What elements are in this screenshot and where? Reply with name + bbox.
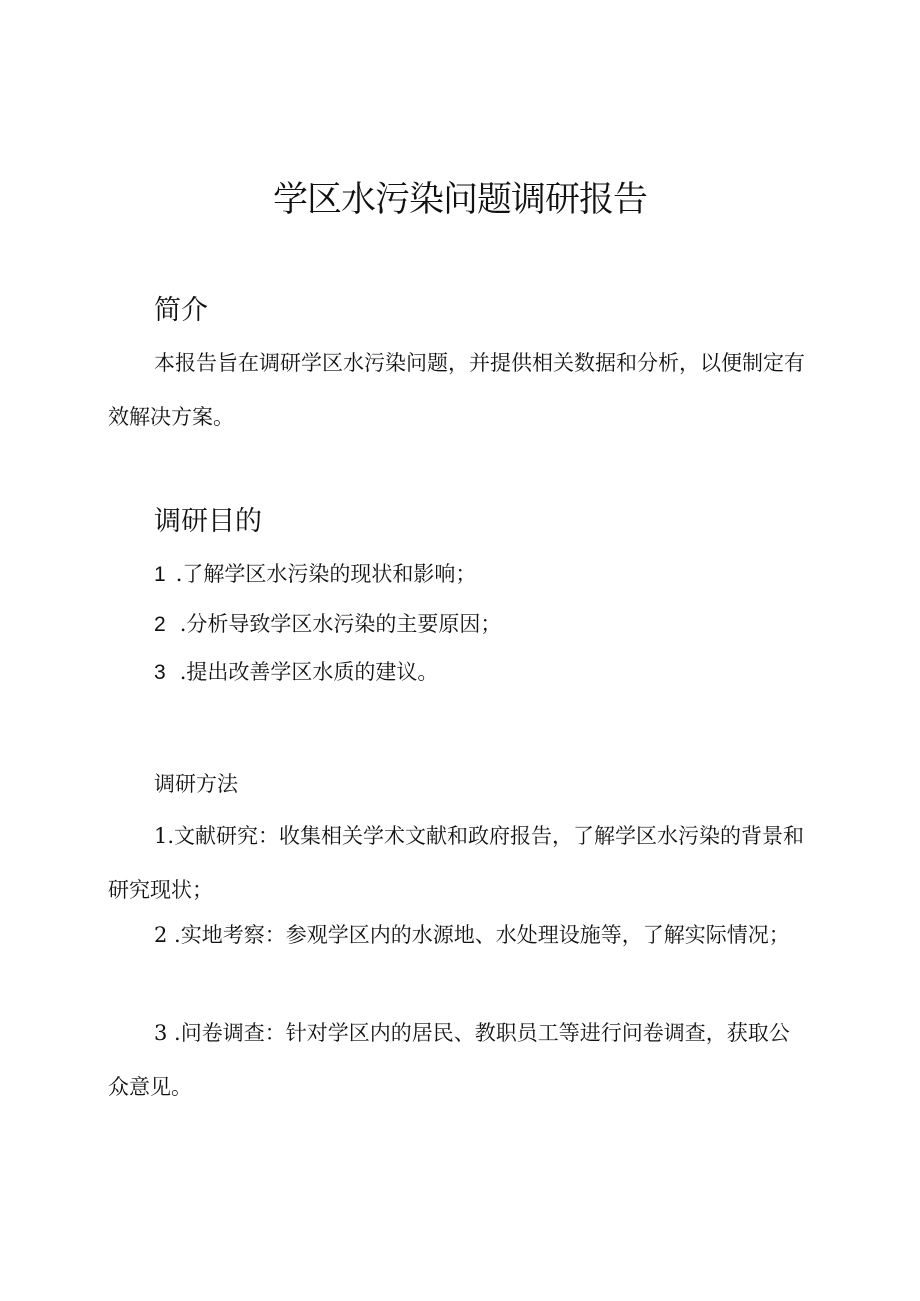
purpose-heading: 调研目的 — [154, 506, 262, 537]
document-title: 学区水污染问题调研报告 — [272, 180, 647, 220]
method-item: 3 .问卷调查：针对学区内的居民、教职员工等进行问卷调查，获取公众意见。 — [108, 1021, 790, 1099]
purpose-item-number: 3 — [154, 661, 166, 684]
purpose-item — [154, 559, 476, 590]
purpose-item-text: .了解学区水污染的现状和影响； — [175, 562, 477, 586]
purpose-item-number: 1 — [154, 563, 166, 586]
purpose-item — [154, 609, 501, 640]
method-item: 1.文献研究：收集相关学术文献和政府报告，了解学区水污染的背景和研究现状； — [108, 824, 805, 902]
purpose-item — [154, 657, 438, 688]
method-item: 2 .实地考察：参观学区内的水源地、水处理设施等，了解实际情况； — [154, 923, 790, 947]
method-heading: 调研方法 — [154, 772, 238, 796]
purpose-item-number: 2 — [154, 613, 166, 636]
intro-paragraph: 本报告旨在调研学区水污染问题，并提供相关数据和分析，以便制定有效解决方案。 — [108, 351, 805, 429]
intro-heading: 简介 — [154, 295, 208, 326]
purpose-item-text: .提出改善学区水质的建议。 — [179, 660, 439, 684]
purpose-item-text: .分析导致学区水污染的主要原因； — [179, 612, 502, 636]
